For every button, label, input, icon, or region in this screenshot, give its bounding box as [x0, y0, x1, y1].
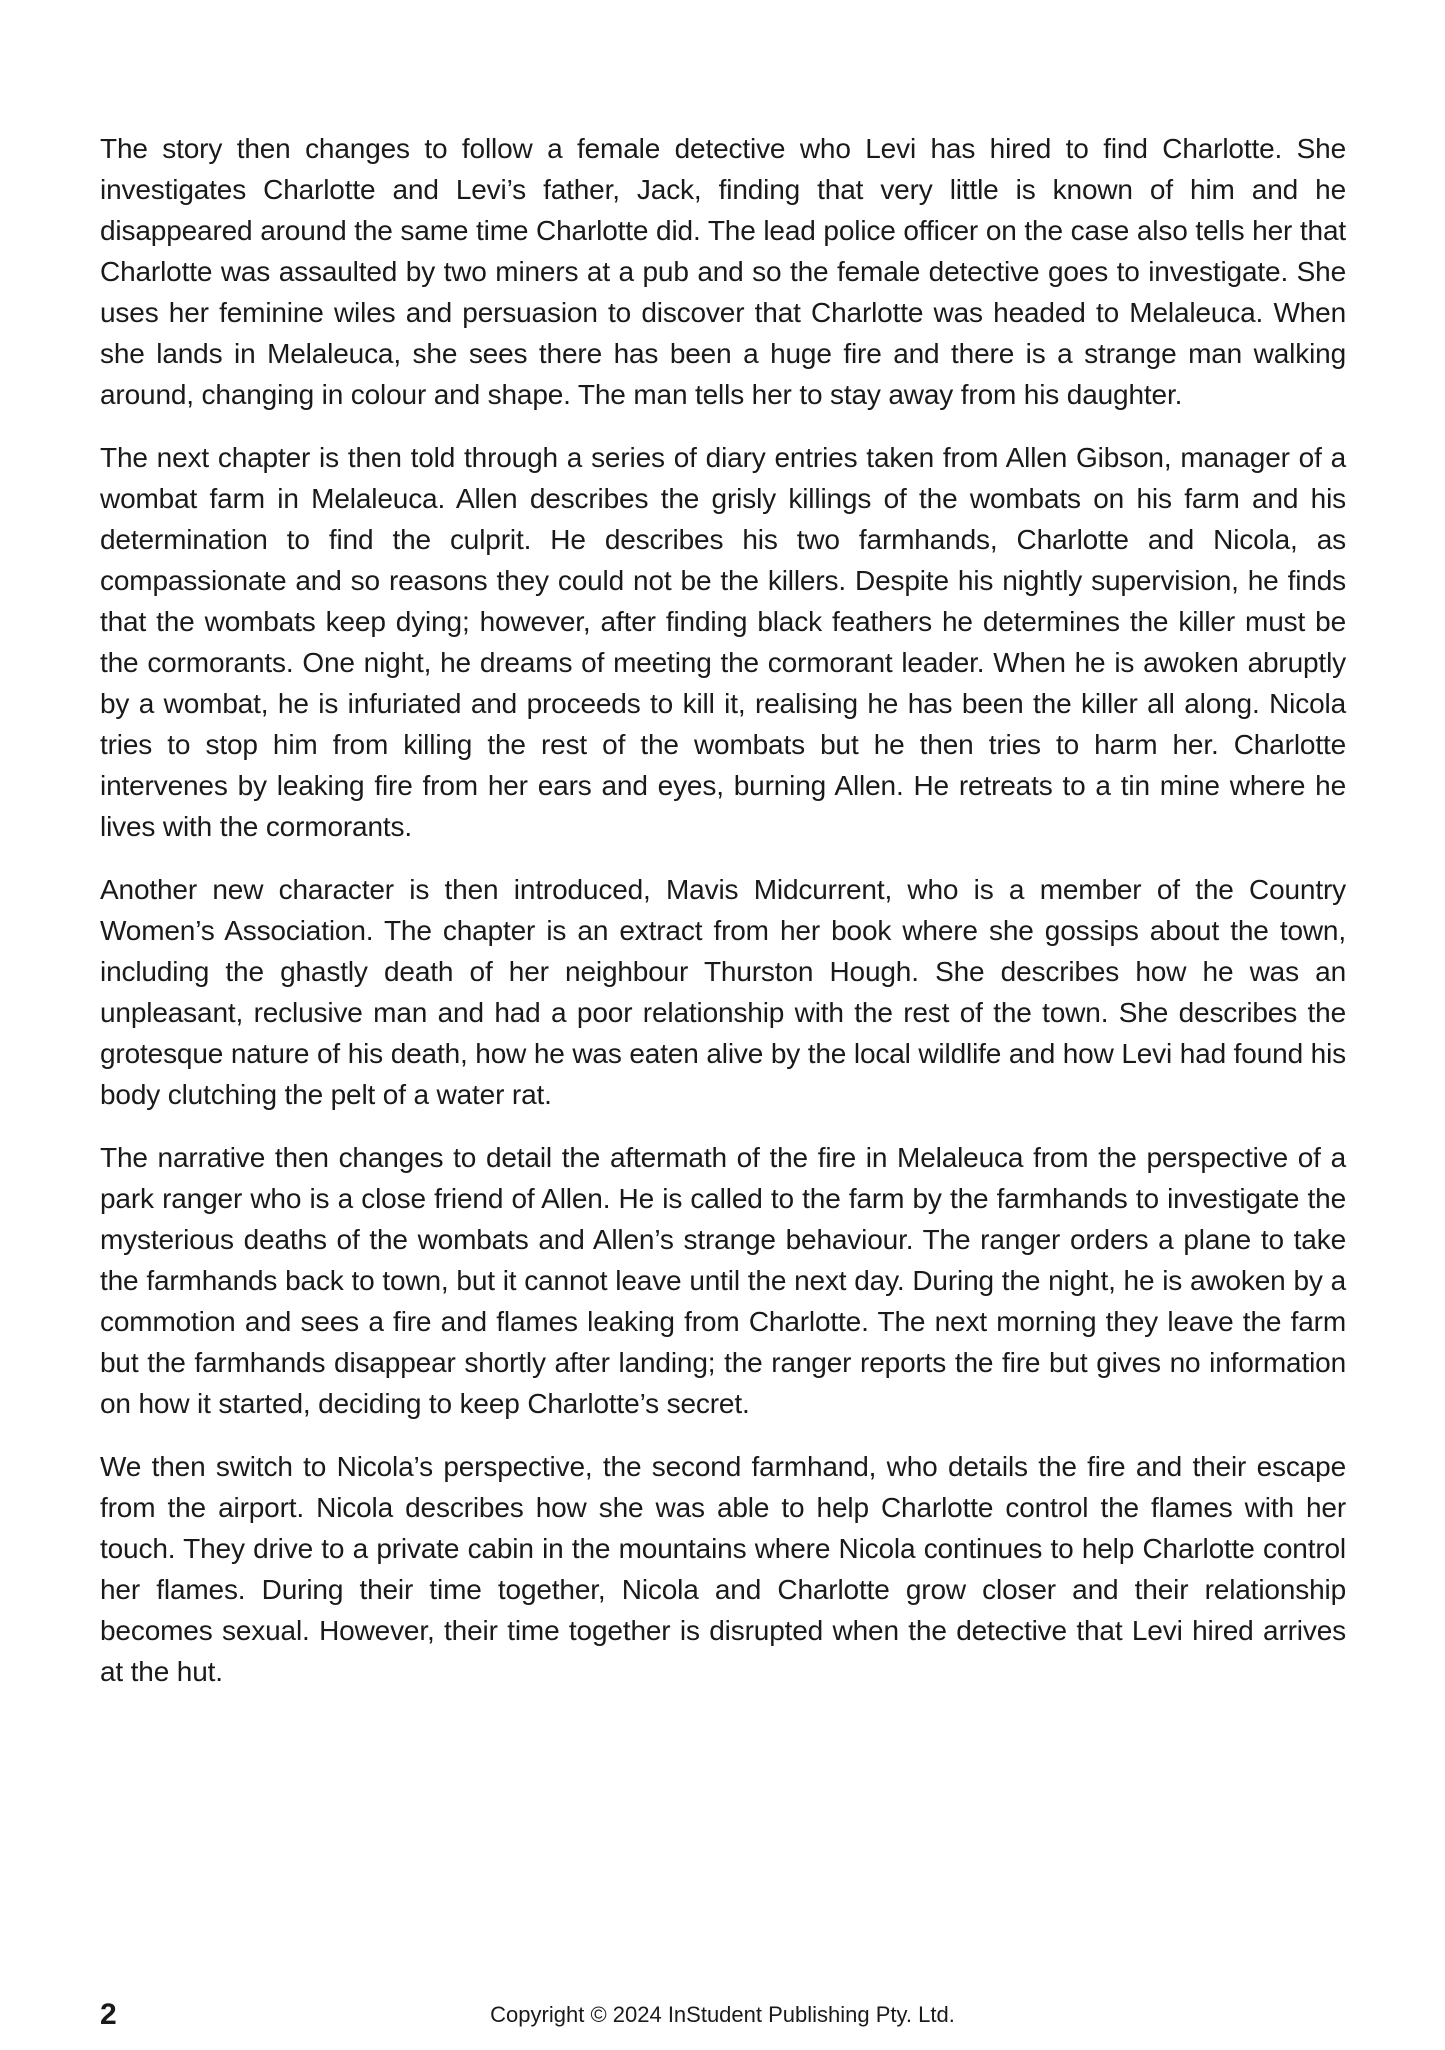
paragraph-nicola-perspective: We then switch to Nicola’s perspective, the second farmhand, who details the fire and their escape from the airport. Nicola describes how she was able to help Charlotte control the flames with her touch. They drive to a private cabin in the mountains where Nicola continues to help Charlotte control her flames. During their time together, Nicola and Charlotte grow closer and their relationship becomes sexual. However, their time together is disrupted when the detective that Levi hired arrives at the hut. [100, 1451, 1346, 1687]
paragraph-detective: The story then changes to follow a female detective who Levi has hired to find Charlotte. She investigates Charlotte and Levi’s father, Jack, finding that very little is known of him and he disappeared around the same time Charlotte did. The lead police officer on the case also tells her that Charlotte was assaulted by two miners at a pub and so the female detective goes to investigate. She uses her feminine wiles and persuasion to discover that Charlotte was headed to Melaleuca. When she lands in Melaleuca, she sees there has been a huge fire and there is a strange man walking around, changing in colour and shape. The man tells her to stay away from his daughter. [100, 133, 1346, 410]
document-body [100, 128, 1346, 1714]
page-number: 2 [100, 1998, 117, 2031]
paragraph-park-ranger: The narrative then changes to detail the aftermath of the fire in Melaleuca from the perspective of a park ranger who is a close friend of Allen. He is called to the farm by the farmhands to investigate the mysterious deaths of the wombats and Allen’s strange behaviour. The ranger orders a plane to take the farmhands back to town, but it cannot leave until the next day. During the night, he is awoken by a commotion and sees a fire and flames leaking from Charlotte. The next morning they leave the farm but the farmhands disappear shortly after landing; the ranger reports the fire but gives no information on how it started, deciding to keep Charlotte’s secret. [100, 1142, 1346, 1419]
copyright-notice: Copyright © 2024 InStudent Publishing Pty. Ltd. [490, 2002, 955, 2027]
page-footer [0, 1995, 1445, 2035]
paragraph-mavis-midcurrent: Another new character is then introduced, Mavis Midcurrent, who is a member of the Country Women’s Association. The chapter is an extract from her book where she gossips about the town, including the ghastly death of her neighbour Thurston Hough. She describes how he was an unpleasant, reclusive man and had a poor relationship with the rest of the town. She describes the grotesque nature of his death, how he was eaten alive by the local wildlife and how Levi had found his body clutching the pelt of a water rat. [100, 874, 1346, 1110]
paragraph-diary-entries: The next chapter is then told through a series of diary entries taken from Allen Gibson, manager of a wombat farm in Melaleuca. Allen describes the grisly killings of the wombats on his farm and his determination to find the culprit. He describes his two farmhands, Charlotte and Nicola, as compassionate and so reasons they could not be the killers. Despite his nightly supervision, he finds that the wombats keep dying; however, after finding black feathers he determines the killer must be the cormorants. One night, he dreams of meeting the cormorant leader. When he is awoken abruptly by a wombat, he is infuriated and proceeds to kill it, realising he has been the killer all along. Nicola tries to stop him from killing the rest of the wombats but he then tries to harm her. Charlotte intervenes by leaking fire from her ears and eyes, burning Allen. He retreats to a tin mine where he lives with the cormorants. [100, 442, 1346, 842]
